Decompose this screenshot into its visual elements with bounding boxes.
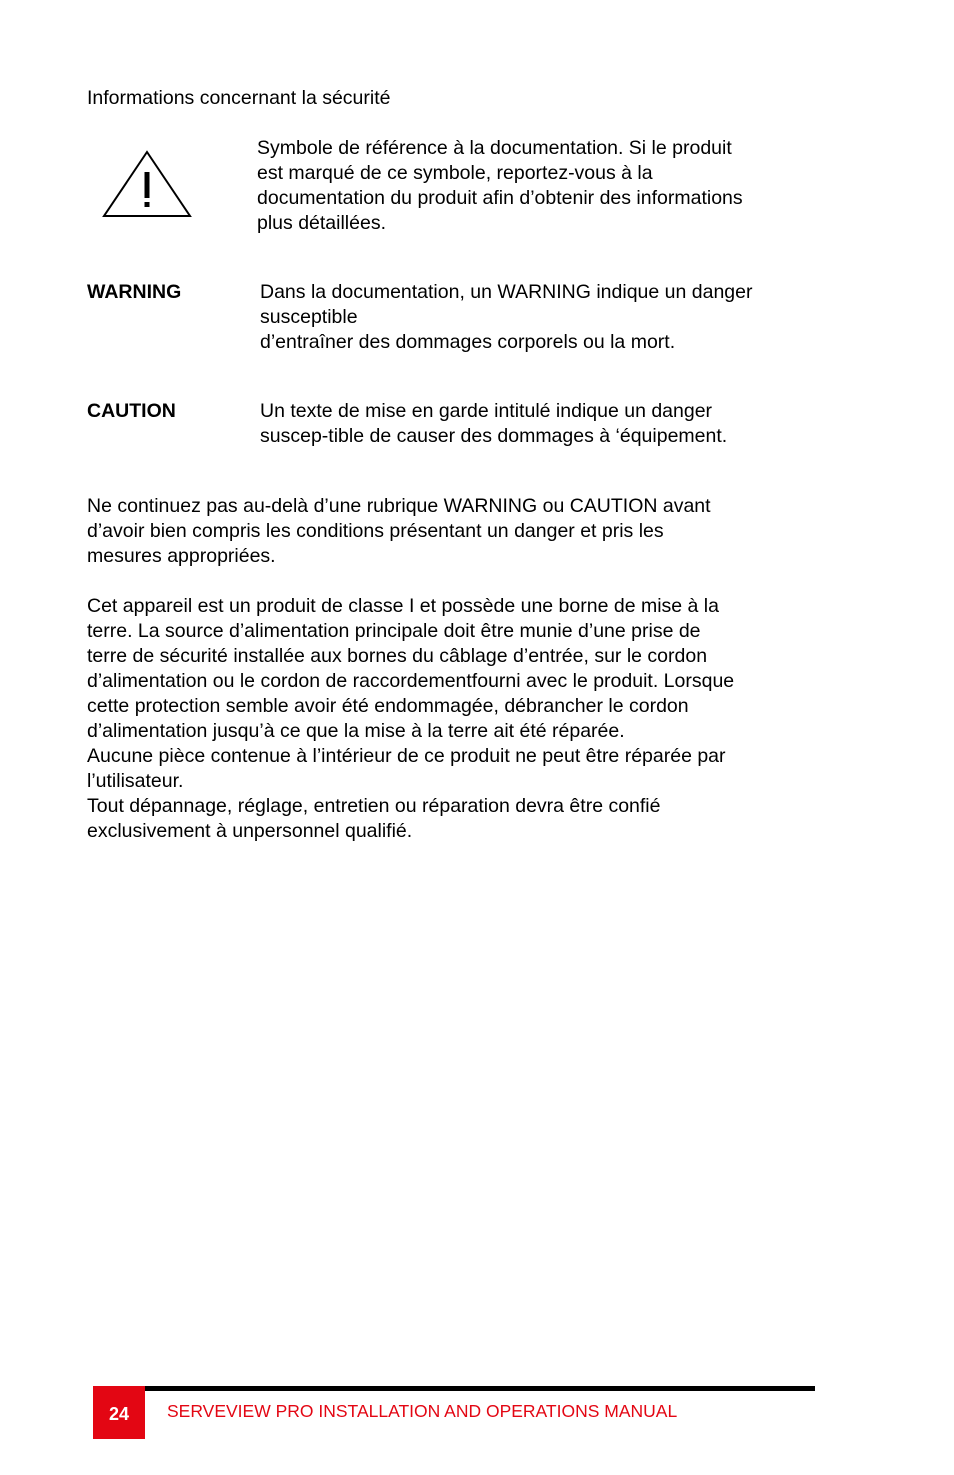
- text-line: susceptible: [260, 306, 358, 328]
- text-line: plus détaillées.: [257, 212, 386, 234]
- text-line: d’alimentation jusqu’à ce que la mise à la terre ait été réparée.: [87, 720, 625, 742]
- text-line: Tout dépannage, réglage, entretien ou réparation devra être confié: [87, 795, 661, 817]
- warning-triangle-icon: [100, 148, 194, 220]
- grounding-paragraph: [87, 594, 827, 844]
- text-line: d’alimentation ou le cordon de raccordementfourni avec le produit. Lorsque: [87, 670, 735, 692]
- text-line: suscep-tible de causer des dommages à ‘équipement.: [260, 425, 728, 447]
- text-line: est marqué de ce symbole, reportez-vous à la: [257, 162, 653, 184]
- warning-label: WARNING: [87, 281, 182, 303]
- page-heading: Informations concernant la sécurité: [87, 87, 391, 109]
- text-line: Un texte de mise en garde intitulé indique un danger: [260, 400, 713, 422]
- footer-rule: [93, 1386, 815, 1391]
- text-line: Aucune pièce contenue à l’intérieur de ce produit ne peut être réparée par: [87, 745, 726, 767]
- text-line: Cet appareil est un produit de classe I et possède une borne de mise à la: [87, 595, 719, 617]
- text-line: Ne continuez pas au-delà d’une rubrique WARNING ou CAUTION avant: [87, 495, 711, 517]
- text-line: terre de sécurité installée aux bornes du câblage d’entrée, sur le cordon: [87, 645, 708, 667]
- footer-manual-title: SERVEVIEW PRO INSTALLATION AND OPERATIONS MANUAL: [167, 1401, 678, 1421]
- symbol-description: [257, 136, 817, 236]
- page-number-badge: 24: [93, 1386, 145, 1439]
- text-line: Dans la documentation, un WARNING indique un danger: [260, 281, 753, 303]
- text-line: terre. La source d’alimentation principale doit être munie d’une prise de: [87, 620, 701, 642]
- text-line: mesures appropriées.: [87, 545, 276, 567]
- text-line: d’avoir bien compris les conditions présentant un danger et pris les: [87, 520, 664, 542]
- text-line: documentation du produit afin d’obtenir des informations: [257, 187, 743, 209]
- text-line: l’utilisateur.: [87, 770, 184, 792]
- text-line: exclusivement à unpersonnel qualifié.: [87, 820, 413, 842]
- caution-label: CAUTION: [87, 400, 176, 422]
- safety-paragraph: [87, 494, 827, 569]
- warning-description: [260, 280, 820, 355]
- text-line: cette protection semble avoir été endommagée, débrancher le cordon: [87, 695, 689, 717]
- text-line: d’entraîner des dommages corporels ou la mort.: [260, 331, 676, 353]
- text-line: Symbole de référence à la documentation. Si le produit: [257, 137, 732, 159]
- caution-description: [260, 399, 820, 449]
